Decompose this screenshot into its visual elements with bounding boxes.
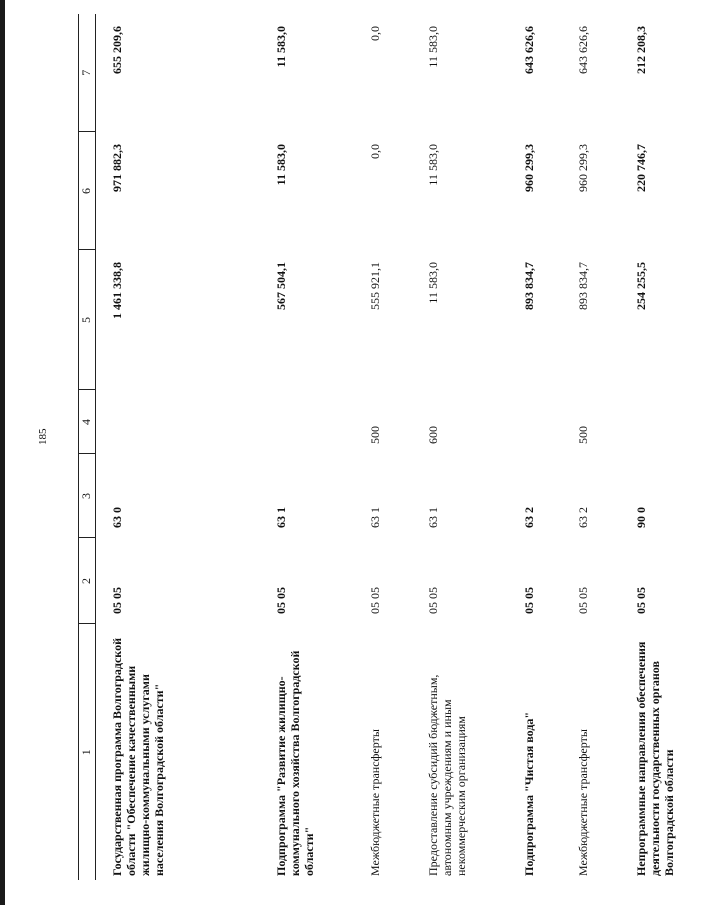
section-code: 05 05	[110, 587, 124, 614]
expense-type	[96, 390, 261, 454]
amount-col5: 11 583,0	[426, 262, 440, 304]
row-name: Подпрограмма "Развитие жилищно-коммунального хозяйства Волгоградской области"	[274, 650, 316, 876]
expense-type	[260, 390, 354, 454]
table-row	[620, 14, 704, 880]
section-code: 05 05	[576, 587, 590, 614]
amount-col7: 212 208,3	[634, 26, 648, 74]
target-code: 63 1	[274, 507, 288, 528]
target-code: 63 1	[426, 507, 440, 528]
row-name: Предоставление субсидий бюджетным, автономным учреждениям и иным некоммерческим организациям	[426, 674, 468, 876]
header-cell: 5	[79, 250, 96, 390]
table-row	[412, 14, 508, 880]
budget-table-rotated	[78, 14, 676, 880]
section-code: 05 05	[426, 587, 440, 614]
section-code: 05 05	[368, 587, 382, 614]
expense-type: 600	[426, 426, 440, 444]
expense-type	[508, 390, 562, 454]
header-cell: 2	[79, 538, 96, 624]
row-name: Государственная программа Волгоградской области "Обеспечение качественными жилищно-коммунальными услугами населения Волгоградской области"	[110, 638, 166, 876]
section-code: 05 05	[274, 587, 288, 614]
expense-type: 500	[576, 426, 590, 444]
target-code: 63 1	[368, 507, 382, 528]
amount-col6: 971 882,3	[110, 144, 124, 192]
table-row	[260, 14, 354, 880]
target-code: 63 0	[110, 507, 124, 528]
header-cell: 4	[79, 390, 96, 454]
page-number: 185	[37, 428, 49, 445]
amount-col6: 11 583,0	[274, 144, 288, 186]
table-row	[508, 14, 562, 880]
amount-col5: 555 921,1	[368, 262, 382, 310]
section-code: 05 05	[522, 587, 536, 614]
amount-col7: 643 626,6	[576, 26, 590, 74]
header-cell: 7	[79, 14, 96, 132]
amount-col7: 655 209,6	[110, 26, 124, 74]
section-code: 05 05	[634, 587, 648, 614]
amount-col5: 893 834,7	[576, 262, 590, 310]
table-row	[96, 14, 261, 880]
header-cell: 6	[79, 132, 96, 250]
row-name: Межбюджетные трансферты	[368, 729, 382, 876]
row-name: Непрограммные направления обеспечения деятельности государственных органов Волгоградской области	[634, 641, 676, 876]
target-code: 63 2	[576, 507, 590, 528]
budget-table	[78, 14, 704, 880]
amount-col7: 0,0	[368, 26, 382, 41]
row-name: Межбюджетные трансферты	[576, 729, 590, 876]
expense-type: 500	[368, 426, 382, 444]
amount-col6: 220 746,7	[634, 144, 648, 192]
target-code: 63 2	[522, 507, 536, 528]
amount-col6: 11 583,0	[426, 144, 440, 186]
header-cell: 3	[79, 454, 96, 538]
amount-col7: 11 583,0	[426, 26, 440, 68]
amount-col5: 254 255,5	[634, 262, 648, 310]
amount-col5: 1 461 338,8	[110, 262, 124, 319]
amount-col5: 567 504,1	[274, 262, 288, 310]
header-cell: 1	[79, 624, 96, 880]
row-name: Подпрограмма "Чистая вода"	[522, 711, 536, 876]
table-row	[562, 14, 620, 880]
amount-col7: 11 583,0	[274, 26, 288, 68]
amount-col6: 960 299,3	[576, 144, 590, 192]
target-code: 90 0	[634, 507, 648, 528]
amount-col6: 0,0	[368, 144, 382, 159]
table-header-row	[79, 14, 96, 880]
amount-col5: 893 834,7	[522, 262, 536, 310]
table-row	[354, 14, 412, 880]
amount-col6: 960 299,3	[522, 144, 536, 192]
amount-col7: 643 626,6	[522, 26, 536, 74]
expense-type	[620, 390, 704, 454]
scan-edge	[0, 0, 5, 905]
